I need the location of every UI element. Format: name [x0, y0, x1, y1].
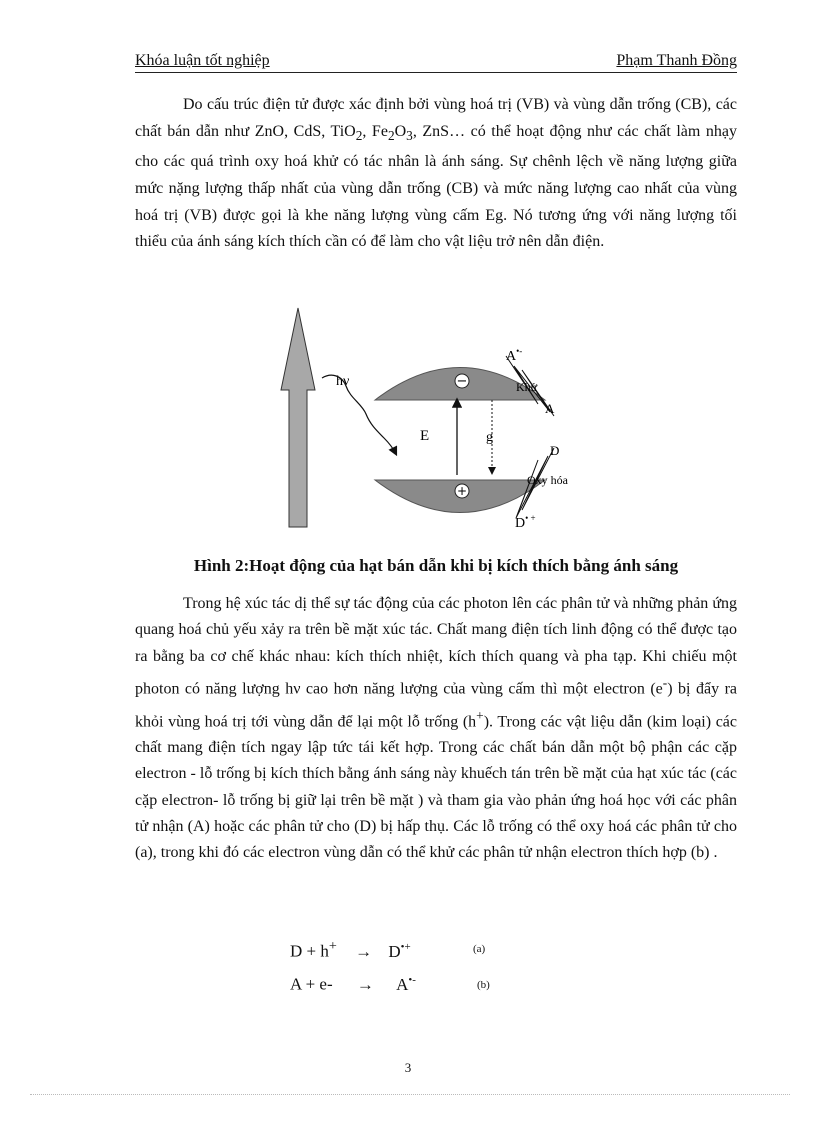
- eq-b-lhs: A + e-: [290, 974, 333, 994]
- page-divider: [30, 1094, 790, 1095]
- equation-a: [290, 938, 486, 962]
- para1-text-2: , Fe: [362, 122, 388, 140]
- figure-caption: Hình 2:Hoạt động của hạt bán dẫn khi bị kích thích bằng ánh sáng: [193, 556, 679, 575]
- page-number: 3: [404, 1060, 412, 1075]
- header-right: Phạm Thanh Đồng: [616, 52, 737, 69]
- superscript: +: [476, 707, 484, 723]
- para2-text-3: ). Trong các vật liệu dẫn (kim loại) các chất mang điện tích ngay lập tức tái kết hợp. Trong các chất bán dẫn một bộ phận các cặp electron - lỗ trống bị kích thích bằng ánh sáng này khuếch tán trên bề mặt của hạt xúc tác (các cặp electron- lỗ trống bị giữ lại trên bề mặt ) và tham gia vào phản ứng hoá học với các phân tử nhận (A) hoặc các phân tử cho (D) bị hấp thụ. Các lỗ trống có thể oxy hoá các phân tử cho (a), trong khi đó các electron vùng dẫn có thể khử các phân tử nhận electron thích hợp (b) .: [135, 712, 737, 862]
- para1-text-3: O: [394, 122, 407, 140]
- energy-arrow: [281, 308, 315, 527]
- photon-label: hν: [336, 374, 350, 389]
- gap-label-g: g: [486, 430, 493, 445]
- semiconductor-diagram: [270, 300, 600, 535]
- subscript: 3: [406, 127, 413, 143]
- hole-sign: +: [456, 484, 468, 498]
- acceptor-label-bottom: A: [545, 401, 555, 416]
- acceptor-label-top: A•-: [506, 346, 523, 364]
- eq-a-tag: (a): [473, 943, 486, 955]
- para1-text-1: Do cấu trúc điện tử được xác định bởi vùng hoá trị (VB) và vùng dẫn trống (CB), các chất bán dẫn như ZnO, CdS, TiO: [135, 96, 737, 140]
- photon-wave: [322, 375, 396, 454]
- equation-b: [290, 974, 490, 995]
- eq-b-rhs: A: [396, 974, 409, 994]
- donor-label-bottom: D• +: [515, 513, 536, 531]
- eq-b-rhs-sup: •-: [408, 974, 416, 986]
- eq-a-lhs: D + h: [290, 941, 329, 961]
- reduction-label: Khử: [516, 380, 538, 394]
- eq-a-lhs-sup: +: [328, 938, 337, 954]
- superscript: -: [662, 674, 668, 690]
- para2-text-1: Trong hệ xúc tác dị thể sự tác động của các photon lên các phân tử và những phản ứng quang hoá chủ yếu xảy ra trên bề mặt xúc tác. Chất mang điện tích linh động có thể được tạo ra bằng ba cơ chế khác nhau: kích thích nhiệt, kích thích quang và pha tạp. Khi chiếu một photon có năng lượng hν cao hơn năng lượng của vùng cấm thì một electron (e: [135, 595, 737, 698]
- electron-sign: −: [456, 374, 468, 389]
- eq-a-arrow: →: [355, 941, 373, 961]
- paragraph-intro: [135, 92, 737, 256]
- gap-label-e: E: [420, 428, 430, 444]
- eq-b-arrow: →: [356, 974, 374, 994]
- oxidation-label: Oxy hóa: [527, 473, 568, 487]
- page-header: [135, 48, 737, 73]
- paragraph-photocatalysis: [135, 591, 737, 867]
- donor-label-top: D: [550, 443, 560, 458]
- para1-text-4: , ZnS… có thể hoạt động như các chất làm nhạy cho các quá trình oxy hoá khử có tác nhân là ánh sáng. Sự chênh lệch về năng lượng giữa mức nặng lượng thấp nhất của vùng dẫn trống (CB) và mức năng lượng cao nhất của vùng hoá trị (VB) được gọi là khe năng lượng vùng cấm Eg. Nó tương ứng với năng lượng tối thiểu của ánh sáng kích thích cần có để làm cho vật liệu trở nên dẫn điện.: [135, 122, 738, 251]
- header-left: Khóa luận tốt nghiệp: [135, 52, 270, 69]
- subscript: 2: [387, 127, 395, 143]
- para2-text-2: ) bị đẩy ra khỏi vùng hoá trị tới vùng dẫn để lại một lỗ trống (h: [135, 680, 737, 730]
- eq-a-rhs-sup: •+: [400, 941, 411, 953]
- eq-a-rhs: D: [388, 941, 401, 961]
- subscript: 2: [355, 127, 363, 143]
- eq-b-tag: (b): [477, 979, 490, 991]
